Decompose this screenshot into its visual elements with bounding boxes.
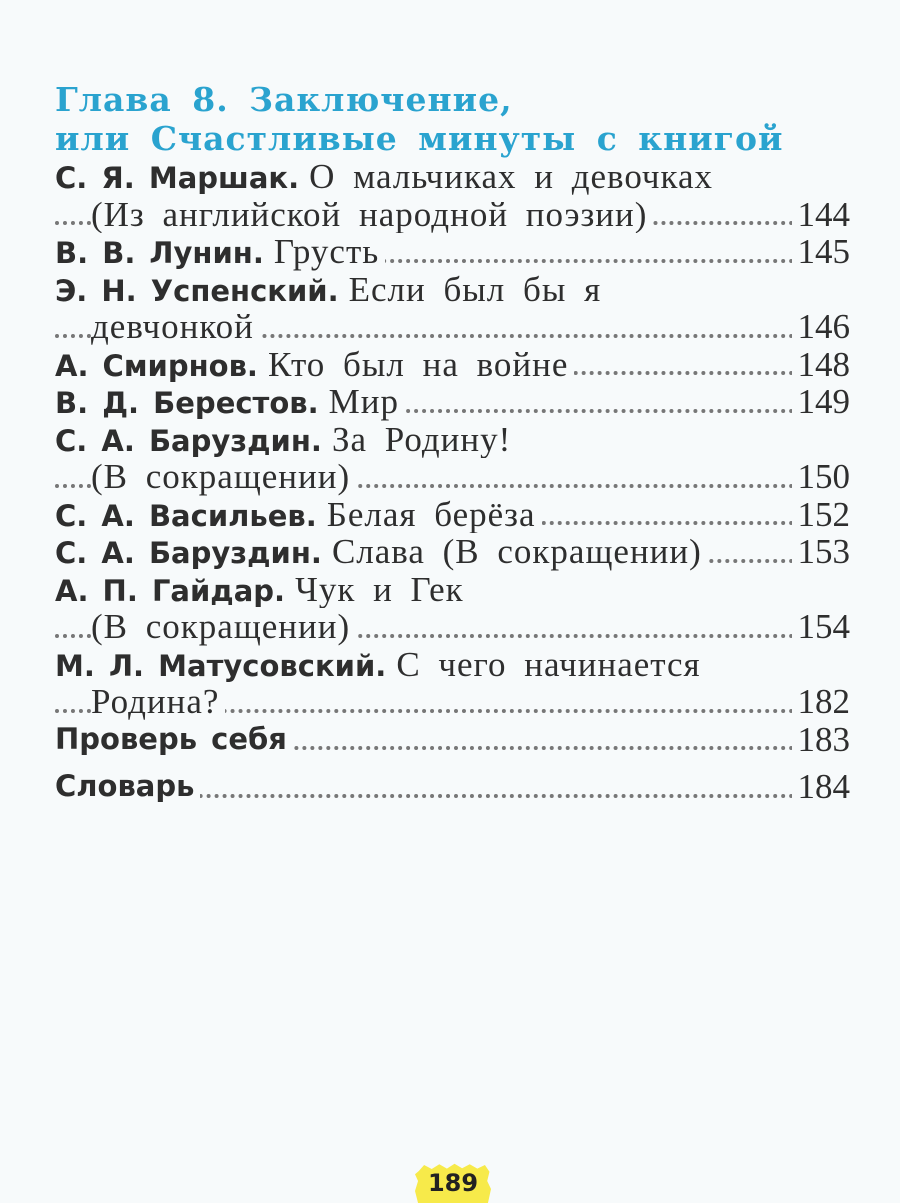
toc-title: Грусть [273, 233, 380, 271]
toc-entry [55, 196, 850, 234]
toc-page-number: 150 [792, 458, 851, 496]
toc-author: М. Л. Матусовский. [55, 648, 387, 683]
toc-title: С чего начинается [396, 645, 701, 683]
toc-entry [55, 496, 850, 534]
toc-page-number: 183 [792, 721, 851, 759]
toc-page-number: 145 [792, 233, 851, 271]
toc-entry [55, 421, 850, 459]
toc-page-number: 146 [792, 308, 851, 346]
toc-page-number: 154 [792, 608, 851, 646]
toc-page-number: 148 [792, 346, 851, 384]
toc-entry [55, 721, 850, 759]
table-of-contents [55, 158, 850, 806]
toc-page-number: 153 [792, 533, 851, 571]
toc-author: А. Смирнов. [55, 348, 258, 383]
toc-page-number: 184 [792, 768, 851, 806]
toc-title: Слава (В сокращении) [331, 533, 702, 571]
toc-entry [55, 158, 850, 196]
toc-title: О мальчиках и девочках [309, 158, 714, 196]
toc-author: Проверь себя [55, 721, 287, 756]
toc-author: С. Я. Маршак. [55, 161, 300, 195]
toc-entry [55, 683, 850, 721]
toc-entry [55, 233, 850, 271]
toc-author: С. А. Баруздин. [55, 423, 322, 458]
toc-title: (В сокращении) [91, 608, 351, 646]
chapter-heading [55, 80, 783, 158]
toc-page-number: 182 [792, 683, 851, 721]
toc-author: А. П. Гайдар. [55, 573, 286, 608]
toc-author: В. В. Лунин. [55, 236, 264, 270]
toc-title: девчонкой [91, 308, 254, 346]
toc-entry [55, 308, 850, 346]
toc-title: (В сокращении) [91, 458, 351, 496]
chapter-heading-line-1: Глава 8. Заключение, [55, 80, 513, 119]
toc-entry [55, 608, 850, 646]
toc-author: С. А. Баруздин. [55, 536, 322, 570]
toc-author: Словарь [55, 769, 195, 803]
toc-title: Если был бы я [348, 270, 602, 308]
toc-author: Э. Н. Успенский. [55, 273, 339, 308]
toc-title: Чук и Гек [295, 570, 464, 608]
toc-title: За Родину! [331, 420, 512, 458]
toc-entry [55, 533, 850, 571]
toc-entry [55, 768, 850, 806]
toc-page-number: 152 [792, 496, 851, 534]
chapter-heading-line-2: или Счастливые минуты с книгой [55, 119, 784, 158]
toc-entry [55, 571, 850, 609]
toc-entry [55, 383, 850, 421]
toc-page-number: 144 [792, 196, 851, 234]
toc-entry [55, 646, 850, 684]
toc-author: С. А. Васильев. [55, 498, 317, 533]
toc-title: (Из английской народной поэзии) [91, 195, 648, 233]
page-number: 189 [427, 1169, 479, 1197]
toc-entry [55, 458, 850, 496]
toc-title: Родина? [91, 683, 220, 721]
toc-title: Белая берёза [326, 495, 536, 533]
toc-author: В. Д. Берестов. [55, 386, 319, 420]
toc-entry [55, 271, 850, 309]
toc-title: Кто был на войне [267, 345, 569, 383]
toc-page-number: 149 [792, 383, 851, 421]
toc-title: Мир [328, 383, 400, 421]
toc-entry [55, 346, 850, 384]
